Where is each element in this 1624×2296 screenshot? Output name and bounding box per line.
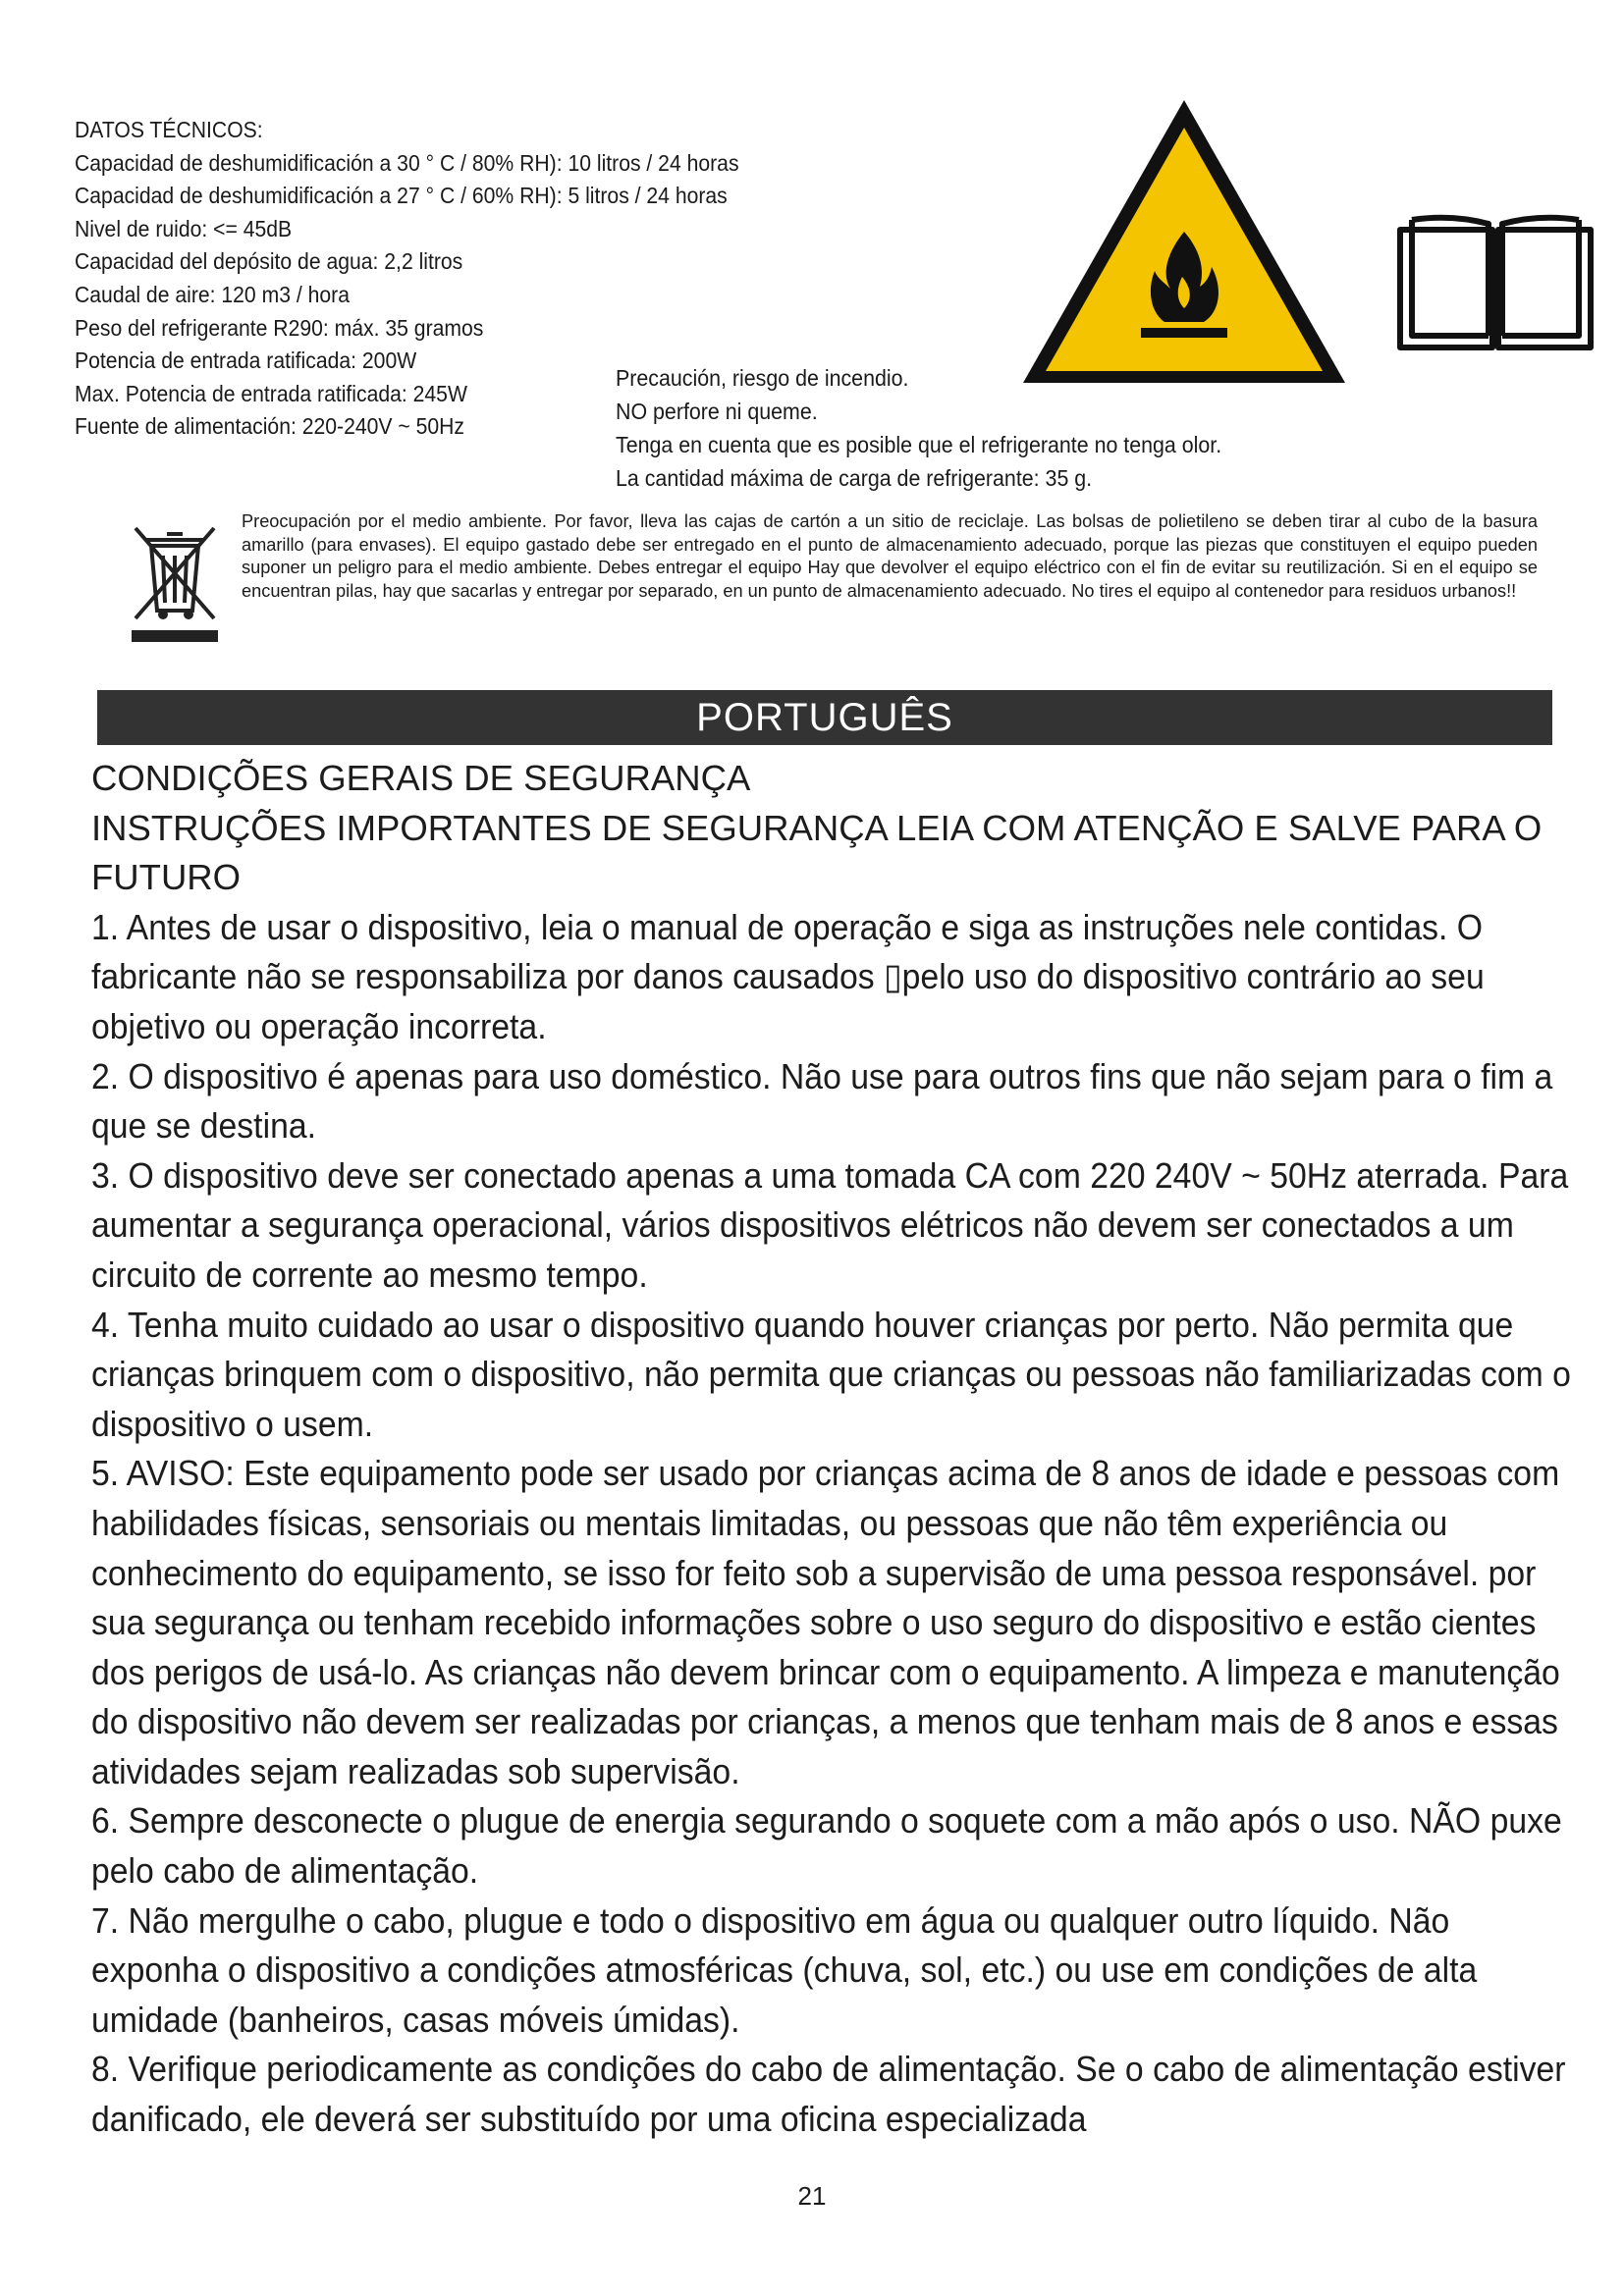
caution-line: La cantidad máxima de carga de refrigerante: 35 g. xyxy=(616,465,1093,491)
tech-line: Capacidad del depósito de agua: 2,2 litros xyxy=(75,248,463,275)
instruction-item: 5. AVISO: Este equipamento pode ser usado por crianças acima de 8 anos de idade e pessoas com habilidades físicas, sensoriais ou mentais limitadas, ou pessoas que não têm experiência ou conhecimento do equipamento, se isso for feito sob a supervisão de uma pessoa responsável. por sua segurança ou tenham recebido informações sobre o uso seguro do dispositivo e estão cientes dos perigos de usá-lo. As crianças não devem brincar com o equipamento. A limpeza e manutenção do dispositivo não devem ser realizadas por crianças, a menos que tenham mais de 8 anos e essas atividades sejam realizadas sob supervisão. xyxy=(91,1453,1560,1791)
instruction-item: 3. O dispositivo deve ser conectado apenas a uma tomada CA com 220 240V ~ 50Hz aterrada. Para aumentar a segurança operacional, vários dispositivos elétricos não devem ser conectados a um circuito de corrente ao mesmo tempo. xyxy=(91,1154,1569,1295)
tech-line: Fuente de alimentación: 220-240V ~ 50Hz xyxy=(75,413,465,440)
instruction-item: 8. Verifique periodicamente as condições do cabo de alimentação. Se o cabo de alimentação estiver danificado, ele deverá ser substituído por uma oficina especializada xyxy=(91,2049,1566,2140)
instruction-item: 6. Sempre desconecte o plugue de energia segurando o soquete com a mão após o uso. NÃO puxe pelo cabo de alimentação. xyxy=(91,1800,1562,1892)
flammable-warning-icon xyxy=(1017,94,1351,389)
instruction-item: 4. Tenha muito cuidado ao usar o dispositivo quando houver crianças por perto. Não permita que crianças brinquem com o dispositivo, não permita que crianças ou pessoas não familiarizadas com o dispositivo o usem. xyxy=(91,1304,1571,1444)
instruction-item: 2. O dispositivo é apenas para uso doméstico. Não use para outros fins que não sejam para o fim a que se destina. xyxy=(91,1055,1553,1147)
section-heading: CONDIÇÕES GERAIS DE SEGURANÇA xyxy=(91,758,751,798)
tech-line: DATOS TÉCNICOS: xyxy=(75,117,263,142)
instruction-item: 7. Não mergulhe o cabo, plugue e todo o dispositivo em água ou qualquer outro líquido. Não exponha o dispositivo a condições atmosféricas (chuva, sol, etc.) ou use em condições de alta umidade (banheiros, casas móveis úmidas). xyxy=(91,1899,1478,2040)
instruction-item: 1. Antes de usar o dispositivo, leia o manual de operação e siga as instruções nele contidas. O fabricante não se responsabiliza por danos causados ▯pelo uso do dispositivo contrário ao seu objetivo ou operação incorreta. xyxy=(91,906,1485,1046)
read-manual-icon xyxy=(1392,210,1598,357)
tech-line: Capacidad de deshumidificación a 27 ° C / 60% RH): 5 litros / 24 horas xyxy=(75,183,728,209)
tech-line: Potencia de entrada ratificada: 200W xyxy=(75,347,417,374)
environment-notice: Preocupación por el medio ambiente. Por favor, lleva las cajas de cartón a un sitio de reciclaje. Las bolsas de polietileno se deben tirar al cubo de la basura amarillo (para envases). El equipo gastado debe ser entregado en el punto de almacenamiento adecuado, porque las piezas que constituyen el equipo pueden suponer un peligro para el medio ambiente. Debes entregar el equipo Hay que devolver el equipo eléctrico con el fin de evitar su reutilización. Si en el equipo se encuentran pilas, hay que sacarlas y entregar por separado, en un punto de almacenamiento adecuado. No tires el equipo al contenedor para residuos urbanos!! xyxy=(242,511,1538,601)
tech-line: Capacidad de deshumidificación a 30 ° C / 80% RH): 10 litros / 24 horas xyxy=(75,149,739,176)
caution-line: Tenga en cuenta que es posible que el refrigerante no tenga olor. xyxy=(616,432,1222,457)
language-section-header: PORTUGUÊS xyxy=(97,690,1552,745)
fire-caution-text xyxy=(616,361,1401,495)
weee-crossed-bin-icon xyxy=(130,520,220,644)
caution-line: Precaución, riesgo de incendio. xyxy=(616,365,909,391)
page-number: 21 xyxy=(797,2181,827,2211)
caution-line: NO perfore ni queme. xyxy=(616,399,818,424)
tech-line: Nivel de ruido: <= 45dB xyxy=(75,215,293,241)
tech-line: Max. Potencia de entrada ratificada: 245W xyxy=(75,380,467,406)
tech-line: Caudal de aire: 120 m3 / hora xyxy=(75,281,350,307)
section-subheading: INSTRUÇÕES IMPORTANTES DE SEGURANÇA LEIA COM ATENÇÃO E SALVE PARA O FUTURO xyxy=(91,807,1543,898)
safety-instructions xyxy=(91,754,1584,2145)
tech-line: Peso del refrigerante R290: máx. 35 gramos xyxy=(75,314,484,341)
